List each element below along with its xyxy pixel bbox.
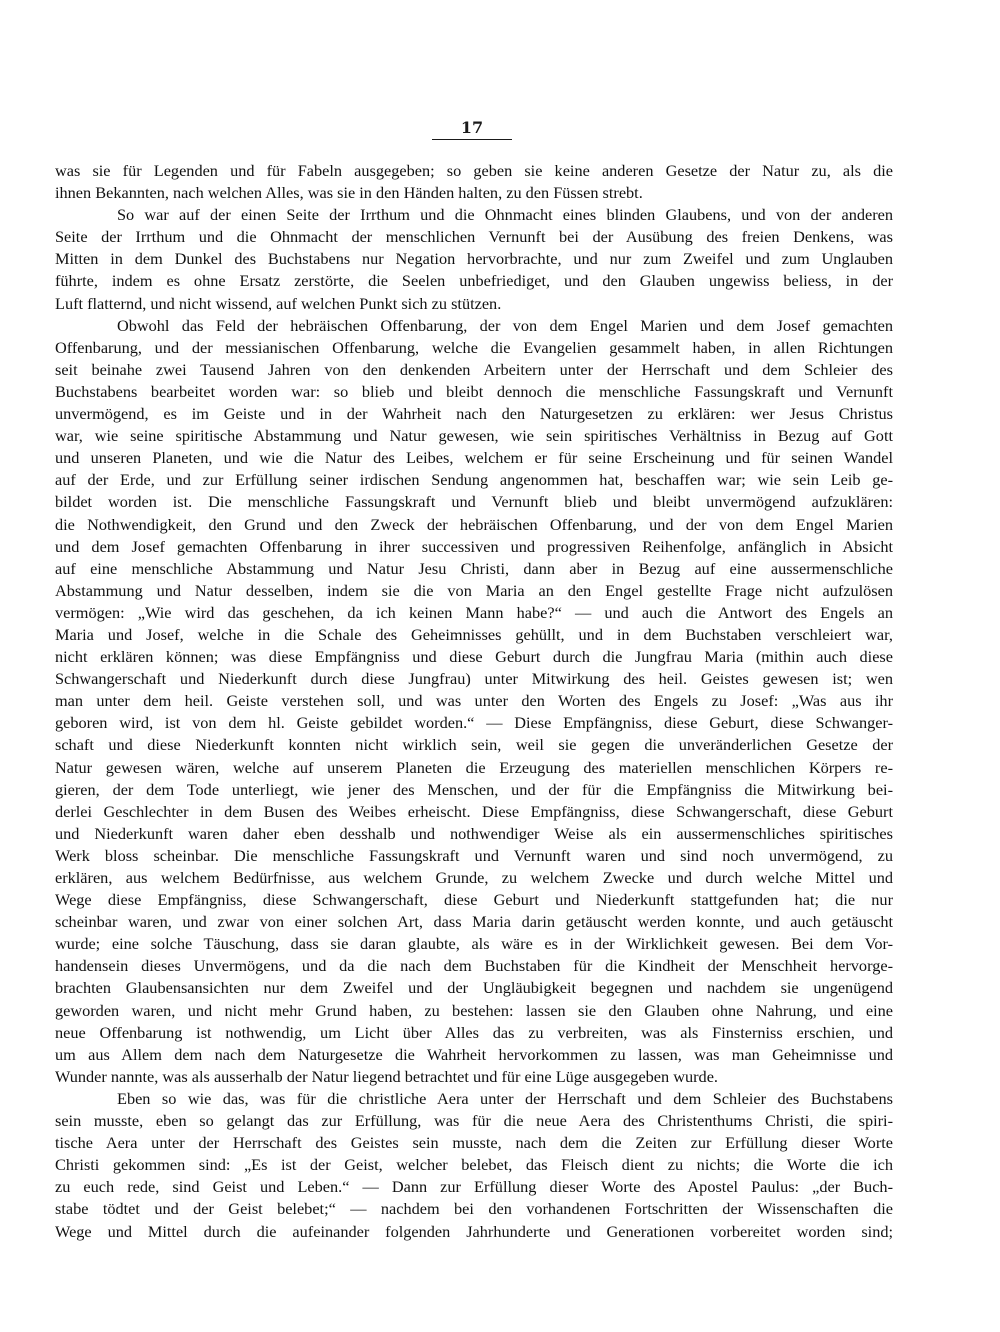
text-line: seit beinahe zwei Tausend Jahren von den denkenden Arbeitern unter der Herrschaft und dem Schleier des bbox=[55, 359, 893, 379]
text-line: gieren, der dem Tode unterliegt, wie jener des Menschen, und der für die Empfängniss die Mitwirkung bei- bbox=[55, 779, 893, 799]
paragraph bbox=[55, 160, 893, 204]
text-line: ihnen Bekannten, nach welchen Alles, was sie in den Händen halten, zu den Füssen strebt. bbox=[55, 183, 643, 203]
text-line: stabe tödtet und der Geist belebet;“ — nachdem bei den vorhandenen Fortschritten der Wissenschaften die bbox=[55, 1199, 893, 1219]
text-line: sein musste, eben so gelangt das zur Erfüllung, was für die neue Aera des Christenthums Christi, die spiri- bbox=[55, 1111, 893, 1131]
text-line: führte, indem es ohne Ersatz zerstörte, die Seelen unbefriediget, und den Glauben ungewiss beliess, in der bbox=[55, 271, 893, 291]
text-line: geboren wird, ist von dem hl. Geiste gebildet worden.“ — Diese Empfängniss, diese Geburt, diese Schwanger- bbox=[55, 713, 893, 733]
text-line: bildet worden ist. Die menschliche Fassungskraft und Vernunft blieb und bleibt unvermögend aufzuklären: bbox=[55, 492, 893, 512]
text-line: nicht erklären können; was diese Empfängniss und diese Geburt durch die Jungfrau Maria (mithin auch diese bbox=[55, 647, 893, 667]
text-line: wurde; eine solche Täuschung, dass sie daran glaubte, als wäre es in der Wirklichkeit gewesen. Bei dem Vor- bbox=[55, 934, 893, 954]
paragraph bbox=[55, 1088, 893, 1243]
text-line: vermögen: „Wie wird das geschehen, da ich keinen Mann habe?“ — und auch die Antwort des Engels an bbox=[55, 602, 893, 622]
text-line: Natur gewesen wären, welche auf unserem Planeten die Erzeugung des materiellen menschlichen Körpers re- bbox=[55, 757, 893, 777]
text-line: Christi gekommen sind: „Es ist der Geist, welcher belebet, das Fleisch dient zu nichts; die Worte die ich bbox=[55, 1155, 893, 1175]
text-line: Mitten in dem Dunkel des Buchstabens nur Negation hervorbrachte, und nur zum Zweifel und zum Unglauben bbox=[55, 249, 893, 269]
text-line: erklären, aus welchem Bedürfnisse, aus welchem Grunde, zu welchem Zwecke und durch welche Mittel und bbox=[55, 868, 893, 887]
text-line: Maria und Josef, welche in die Schale des Geheimnisses gehüllt, und in dem Buchstaben verschleiert war, bbox=[55, 624, 893, 644]
text-line: was sie für Legenden und für Fabeln ausgegeben; so geben sie keine anderen Gesetze der Natur zu, als die bbox=[55, 161, 893, 180]
text-line: zu euch rede, sind Geist und Leben.“ — Dann zur Erfüllung dieser Worte des Apostel Paulus: „der Buch- bbox=[55, 1177, 893, 1197]
text-line: schaft und diese Niederkunft konnten nicht wirklich sein, weil sie gegen die unveränderlichen Gesetze der bbox=[55, 735, 893, 755]
text-line: So war auf der einen Seite der Irrthum und die Ohnmacht eines blinden Glaubens, und von der anderen bbox=[117, 205, 893, 225]
text-line: Luft flatternd, und nicht wissend, auf welchen Punkt sich zu stützen. bbox=[55, 293, 502, 313]
text-line: handensein dieses Unvermögens, und da die nach dem Buchstaben für die Kindheit der Menschheit hervorge- bbox=[55, 956, 893, 976]
text-line: Abstammung und Natur desselben, indem sie die von Maria an den Engel gestellte Frage nicht aufzulösen bbox=[55, 580, 893, 600]
text-line: Schwangerschaft und Niederkunft durch diese Jungfrau) unter Mitwirkung des heil. Geistes gewesen ist; wen bbox=[55, 669, 893, 689]
text-line: Werk bloss scheinbar. Die menschliche Fassungskraft und Vernunft waren und sind noch unvermögend, zu bbox=[55, 845, 893, 865]
text-line: man unter dem heil. Geiste verstehen soll, und was unter den Worten des Engels zu Josef: „Was aus ihr bbox=[55, 691, 893, 711]
text-line: um aus Allem dem nach dem Naturgesetze die Wahrheit hervorkommen zu lassen, was man Geheimnisse und bbox=[55, 1044, 893, 1064]
text-body bbox=[55, 160, 893, 1243]
text-line: scheinbar waren, und zwar von einer solchen Art, dass Maria darin getäuscht werden konnte, und auch getäuscht bbox=[55, 912, 893, 932]
text-line: geworden waren, und nicht mehr Grund haben, zu bestehen: lassen sie den Glauben ohne Nahrung, und eine bbox=[55, 1000, 893, 1020]
text-line: Eben so wie das, was für die christliche Aera unter der Herrschaft und dem Schleier des Buchstabens bbox=[117, 1088, 893, 1108]
text-line: Wunder nannte, was als ausserhalb der Natur liegend betrachtet und für eine Lüge ausgegeben wurde. bbox=[55, 1066, 718, 1086]
text-line: Obwohl das Feld der hebräischen Offenbarung, der von dem Engel Marien und dem Josef gemachten bbox=[117, 315, 893, 335]
text-line: Wege diese Empfängniss, diese Schwangerschaft, diese Geburt und Niederkunft stattgefunden hat; die nur bbox=[55, 890, 893, 910]
text-line: und Niederkunft waren daher eben desshalb und nothwendiger Weise als ein aussermenschliches spiritisches bbox=[55, 823, 893, 843]
text-line: die Nothwendigkeit, den Grund und den Zweck der hebräischen Offenbarung, und der von dem Engel Marien bbox=[55, 514, 893, 534]
text-line: Seite der Irrthum und die Ohnmacht der menschlichen Vernunft bei der Ausübung des freien Denkens, was bbox=[55, 227, 893, 247]
text-line: Wege und Mittel durch die aufeinander folgenden Jahrhunderte und Generationen vorbereitet worden sind; bbox=[55, 1221, 893, 1241]
text-line: auf der Erde, und zur Erfüllung seiner irdischen Sendung angenommen hat, beschaffen war; wie sein Leib ge- bbox=[55, 470, 893, 490]
text-line: und unseren Planeten, und wie die Natur des Leibes, welchem er für seine Erscheinung und für seinen Wandel bbox=[55, 448, 893, 468]
paragraph bbox=[55, 315, 893, 1088]
text-line: war, wie seine spiritische Abstammung und Natur gewesen, wie sein spiritisches Verhältniss in Bezug auf Gott bbox=[55, 426, 893, 446]
text-line: Offenbarung, und der messianischen Offenbarung, welche die Evangelien gesammelt haben, in allen Richtungen bbox=[55, 337, 893, 357]
text-line: brachten Glaubensansichten nur dem Zweifel und der Ungläubigkeit begegnen und nachdem sie ungenügend bbox=[55, 978, 893, 998]
text-line: neue Offenbarung ist nothwendig, um Licht über Alles das zu verbreiten, was als Finsterniss erschien, und bbox=[55, 1022, 893, 1042]
text-line: derlei Geschlechter in dem Busen des Weibes erheischt. Diese Empfängniss, diese Schwangerschaft, diese Geburt bbox=[55, 801, 893, 821]
paragraph bbox=[55, 204, 893, 314]
text-line: tische Aera unter der Herrschaft des Geistes sein musste, nach dem die Zeiten zur Erfüllung dieser Worte bbox=[55, 1133, 893, 1153]
text-line: Buchstabens bearbeitet worden war: so blieb und bleibt dennoch die menschliche Fassungskraft und Vernunft bbox=[55, 381, 893, 401]
page-number: 17 bbox=[432, 118, 512, 140]
text-line: auf eine menschliche Abstammung und Natur Jesu Christi, dann aber in Bezug auf eine aussermenschliche bbox=[55, 558, 893, 578]
text-line: unvermögend, es im Geiste und in der Wahrheit nach den Naturgesetzen zu erklären: wer Jesus Christus bbox=[55, 404, 893, 424]
text-line: und dem Josef gemachten Offenbarung in ihrer successiven und progressiven Reihenfolge, anfänglich in Absicht bbox=[55, 536, 893, 556]
